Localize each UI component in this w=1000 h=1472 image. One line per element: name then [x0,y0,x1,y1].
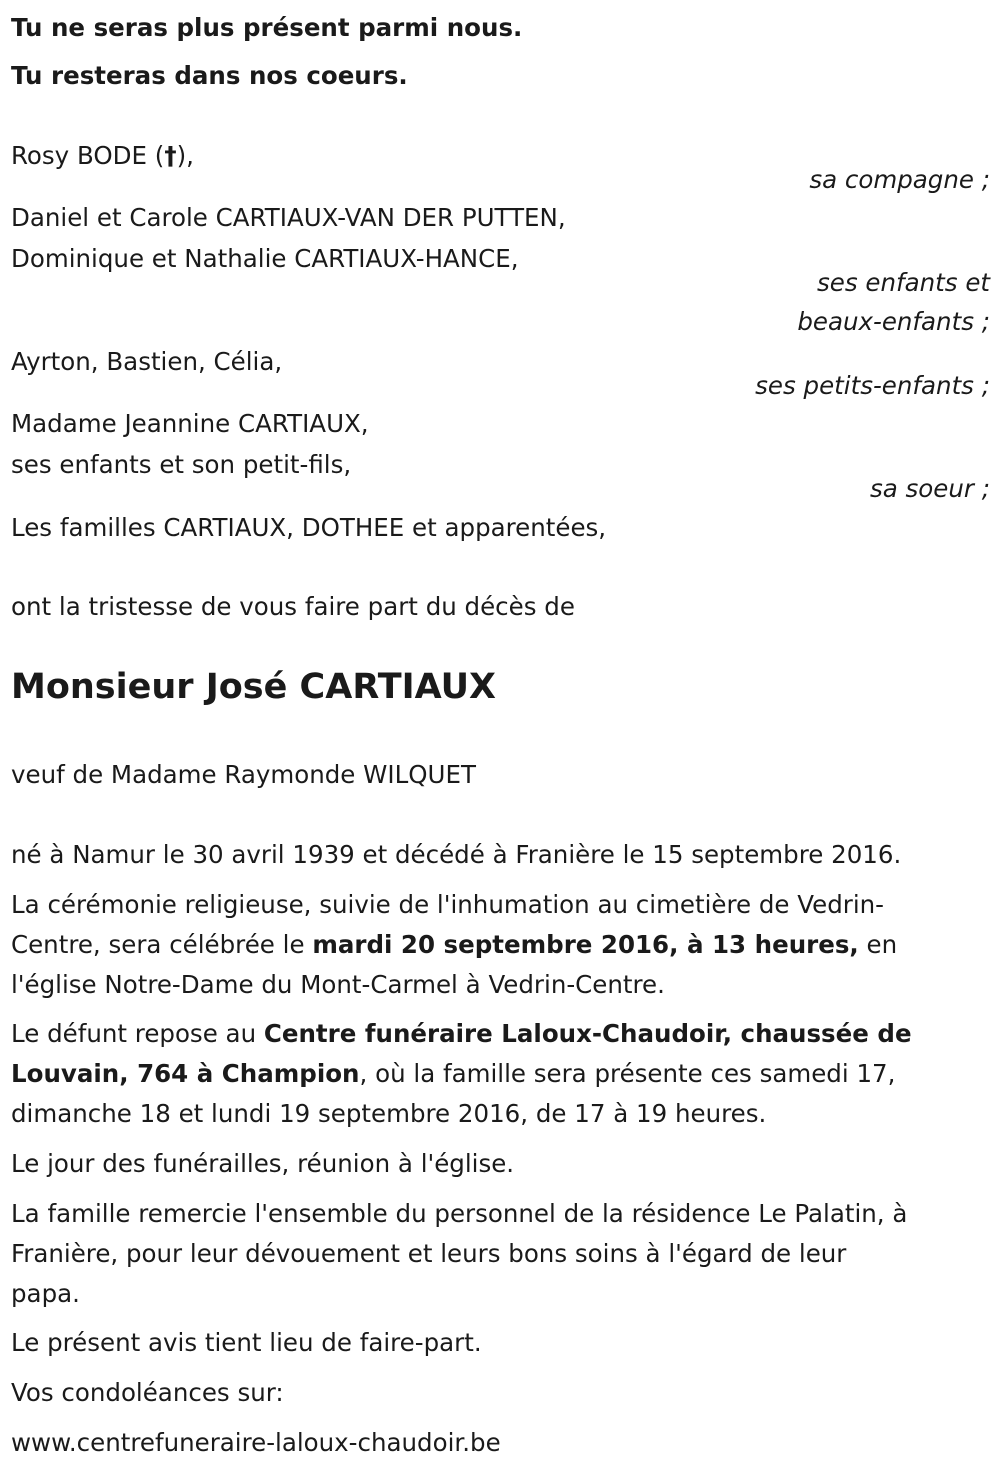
repose-line-2-post: , où la famille sera présente ces samedi 17, [359,1059,896,1088]
header-line-2: Tu resteras dans nos coeurs. [11,61,408,90]
condolences-line: Vos condoléances sur: [11,1378,284,1407]
repose-line-1-pre: Le défunt repose au [11,1019,264,1048]
grandchildren: Ayrton, Bastien, Célia, [11,347,283,376]
rosy-name: Rosy BODE ( [11,141,165,170]
children-line-1: Daniel et Carole CARTIAUX-VAN DER PUTTEN, [11,203,566,232]
role-grandchildren: ses petits-enfants ; [755,371,990,400]
meeting-line: Le jour des funérailles, réunion à l'église. [11,1149,515,1178]
repose-line-1 [11,1019,912,1048]
repose-line-2 [11,1059,896,1088]
role-companion: sa compagne ; [809,165,990,194]
website-link[interactable]: www.centrefuneraire-laloux-chaudoir.be [11,1428,501,1457]
thanks-line-3: papa. [11,1279,80,1308]
cross-icon: † [164,141,177,170]
families: Les familles CARTIAUX, DOTHEE et apparentées, [11,513,607,542]
ceremony-line-3: l'église Notre-Dame du Mont-Carmel à Vedrin-Centre. [11,970,665,999]
repose-line-3: dimanche 18 et lundi 19 septembre 2016, de 17 à 19 heures. [11,1099,767,1128]
family-rosy [11,141,194,170]
thanks-line-2: Franière, pour leur dévouement et leurs bons soins à l'égard de leur [11,1239,847,1268]
notice-line: Le présent avis tient lieu de faire-part. [11,1328,482,1357]
repose-location-1: Centre funéraire Laloux-Chaudoir, chaussée de [263,1019,912,1048]
announcement-intro: ont la tristesse de vous faire part du décès de [11,592,575,621]
role-sister: sa soeur ; [869,474,990,503]
repose-location-2: Louvain, 764 à Champion [11,1059,360,1088]
role-children-line-2: beaux-enfants ; [797,307,990,336]
ceremony-line-2-pre: Centre, sera célébrée le [11,930,313,959]
sister-line-2: ses enfants et son petit-fils, [11,450,352,479]
rosy-name-end: ), [176,141,194,170]
ceremony-date: mardi 20 septembre 2016, à 13 heures, [312,930,859,959]
role-children-line-1: ses enfants et [817,268,990,297]
sister-line-1: Madame Jeannine CARTIAUX, [11,409,369,438]
ceremony-line-1: La cérémonie religieuse, suivie de l'inhumation au cimetière de Vedrin- [11,890,885,919]
widower-line: veuf de Madame Raymonde WILQUET [11,760,476,789]
header-line-1: Tu ne seras plus présent parmi nous. [11,13,523,42]
birth-death-line: né à Namur le 30 avril 1939 et décédé à Franière le 15 septembre 2016. [11,840,902,869]
ceremony-line-2 [11,930,898,959]
children-line-2: Dominique et Nathalie CARTIAUX-HANCE, [11,244,519,273]
deceased-name: Monsieur José CARTIAUX [11,667,497,707]
ceremony-line-2-post: en [858,930,898,959]
thanks-line-1: La famille remercie l'ensemble du personnel de la résidence Le Palatin, à [11,1199,908,1228]
